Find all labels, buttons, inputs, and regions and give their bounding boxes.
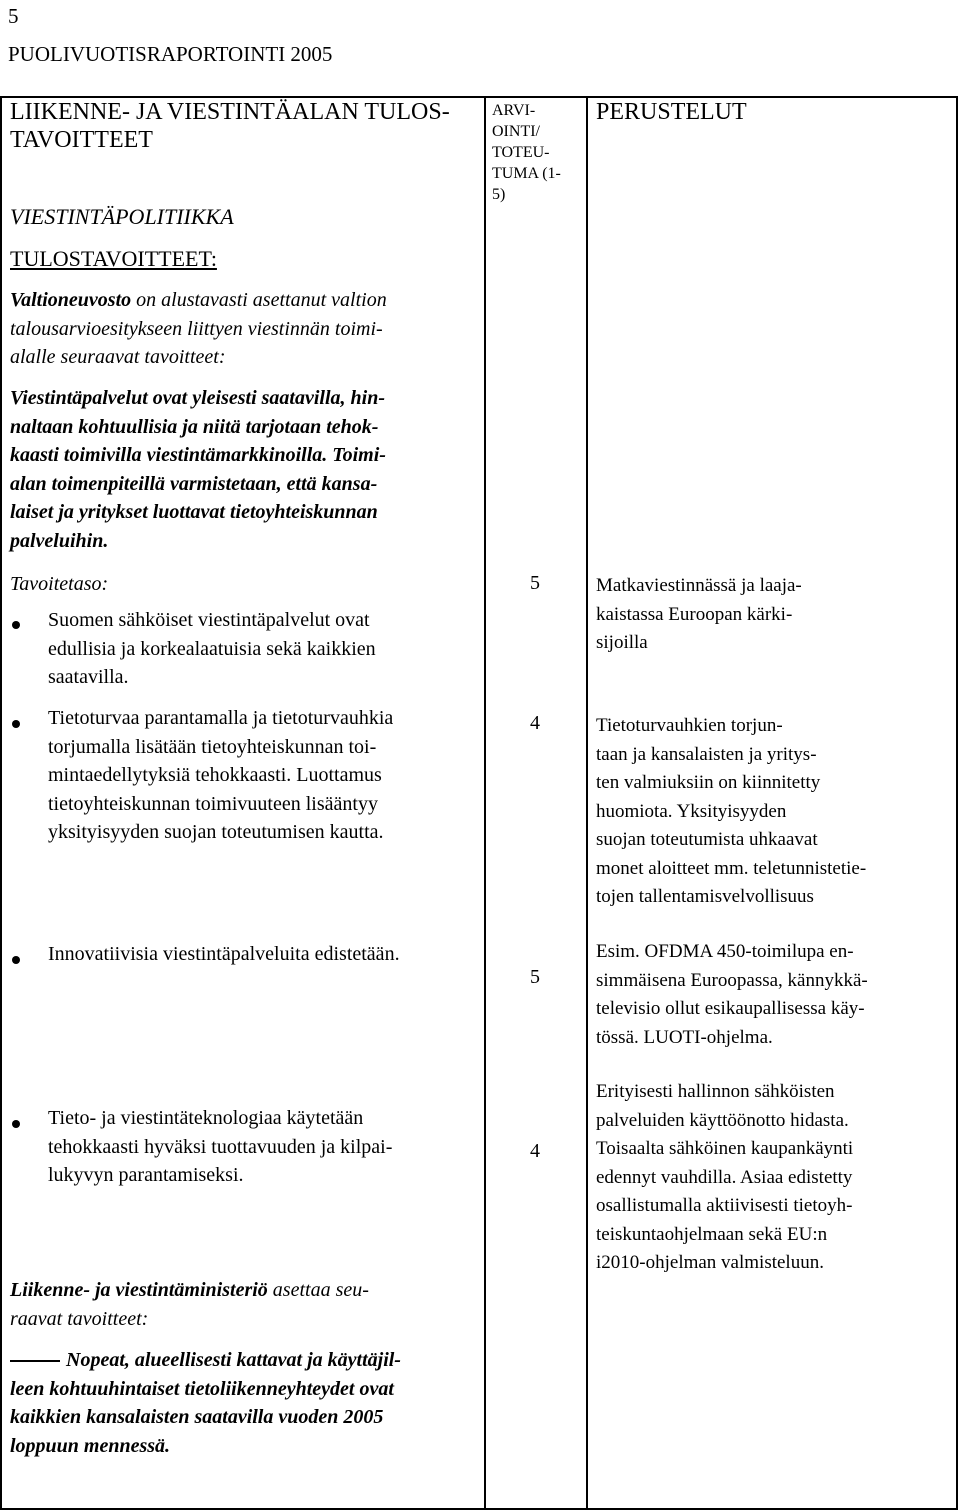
target-item-4: Tieto- ja viestintäteknologiaa käytetään tehokkaasti hyväksi tuottavuuden ja kilpai- lukyvyn parantamiseksi.	[48, 1107, 393, 1186]
intro-paragraph: Valtioneuvosto on alustavasti asettanut valtion talousarvioesitykseen liittyen viestinnän toimi- alalle seuraavat tavoitteet:	[10, 289, 387, 368]
target-level-label: Tavoitetaso:	[10, 573, 109, 595]
column-divider-2	[586, 96, 588, 1510]
target-item-2: Tietoturvaa parantamalla ja tietoturvauhkia torjumalla lisätään tietoyhteiskunnan toi- mintaedellytyksiä tehokkaasti. Luottamus tietoyhteiskunnan toimivuuteen lisääntyy yksityisyyden suojan toteutumisen kautta.	[48, 707, 394, 843]
dash-icon	[10, 1360, 60, 1362]
ministry-paragraph: Liikenne- ja viestintäministeriö asettaa seu- raavat tavoitteet:	[10, 1279, 369, 1330]
header-rationale: PERUSTELUT	[596, 99, 747, 125]
main-goal: Viestintäpalvelut ovat yleisesti saatavilla, hin- naltaan kohtuullisia ja niitä tarjotaan tehok- kaasti toimivilla viestintämarkkinoilla. Toimi- alan toimenpiteillä varmistetaan, että kansa- laiset ja yritykset luottavat tietoyhteiskunnan palveluihin.	[10, 387, 386, 552]
rationale-item-2: Tietoturvauhkien torjun- taan ja kansalaisten ja yritys- ten valmiuksiin on kiinnitetty huomiota. Yksityisyyden suojan toteutumista uhkaavat monet aloitteet mm. teletunnistetie- tojen tallentamisvelvollisuus	[596, 715, 867, 907]
rationale-item-4: Erityisesti hallinnon sähköisten palveluiden käyttöönotto hidasta. Toisaalta sähköinen kaupankäynti edennyt vauhdilla. Asiaa edistetty osallistumalla aktiivisesti tietoyh- teiskuntaohjelmaan sekä EU:n i2010-ohjelman valmisteluun.	[596, 1081, 854, 1273]
bullet-icon	[12, 720, 20, 728]
header-goals: LIIKENNE- JA VIESTINTÄALAN TULOS- TAVOITTEET	[10, 99, 450, 153]
rationale-item-3: Esim. OFDMA 450-toimilupa en- simmäisena Euroopassa, kännykkä- televisio ollut esikaupallisessa käy- tössä. LUOTI-ohjelma.	[596, 941, 868, 1048]
rating-item-2: 4	[530, 712, 540, 734]
bullet-icon	[12, 1120, 20, 1128]
rating-item-3: 5	[530, 966, 540, 988]
bullet-icon	[12, 956, 20, 964]
rationale-item-1: Matkaviestinnässä ja laaja- kaistassa Euroopan kärki- sijoilla	[596, 575, 802, 653]
rating-item-1: 5	[530, 572, 540, 594]
goals-label: TULOSTAVOITTEET:	[10, 246, 217, 271]
page-number: 5	[8, 4, 19, 28]
rating-item-4: 4	[530, 1140, 540, 1162]
document-title: PUOLIVUOTISRAPORTOINTI 2005	[8, 42, 333, 66]
column-divider-1	[484, 96, 486, 1510]
target-item-3: Innovatiivisia viestintäpalveluita edistetään.	[48, 943, 400, 965]
policy-heading: VIESTINTÄPOLITIIKKA	[10, 204, 234, 229]
final-goal: Nopeat, alueellisesti kattavat ja käyttäjil- leen kohtuuhintaiset tietoliikenneyhteydet ovat kaikkien kansalaisten saatavilla vuoden 2005 loppuun mennessä.	[10, 1349, 401, 1457]
target-item-1: Suomen sähköiset viestintäpalvelut ovat edullisia ja korkealaatuisia sekä kaikkien saatavilla.	[48, 609, 376, 688]
bullet-icon	[12, 621, 20, 629]
header-rating: ARVI- OINTI/ TOTEU- TUMA (1- 5)	[492, 102, 561, 203]
